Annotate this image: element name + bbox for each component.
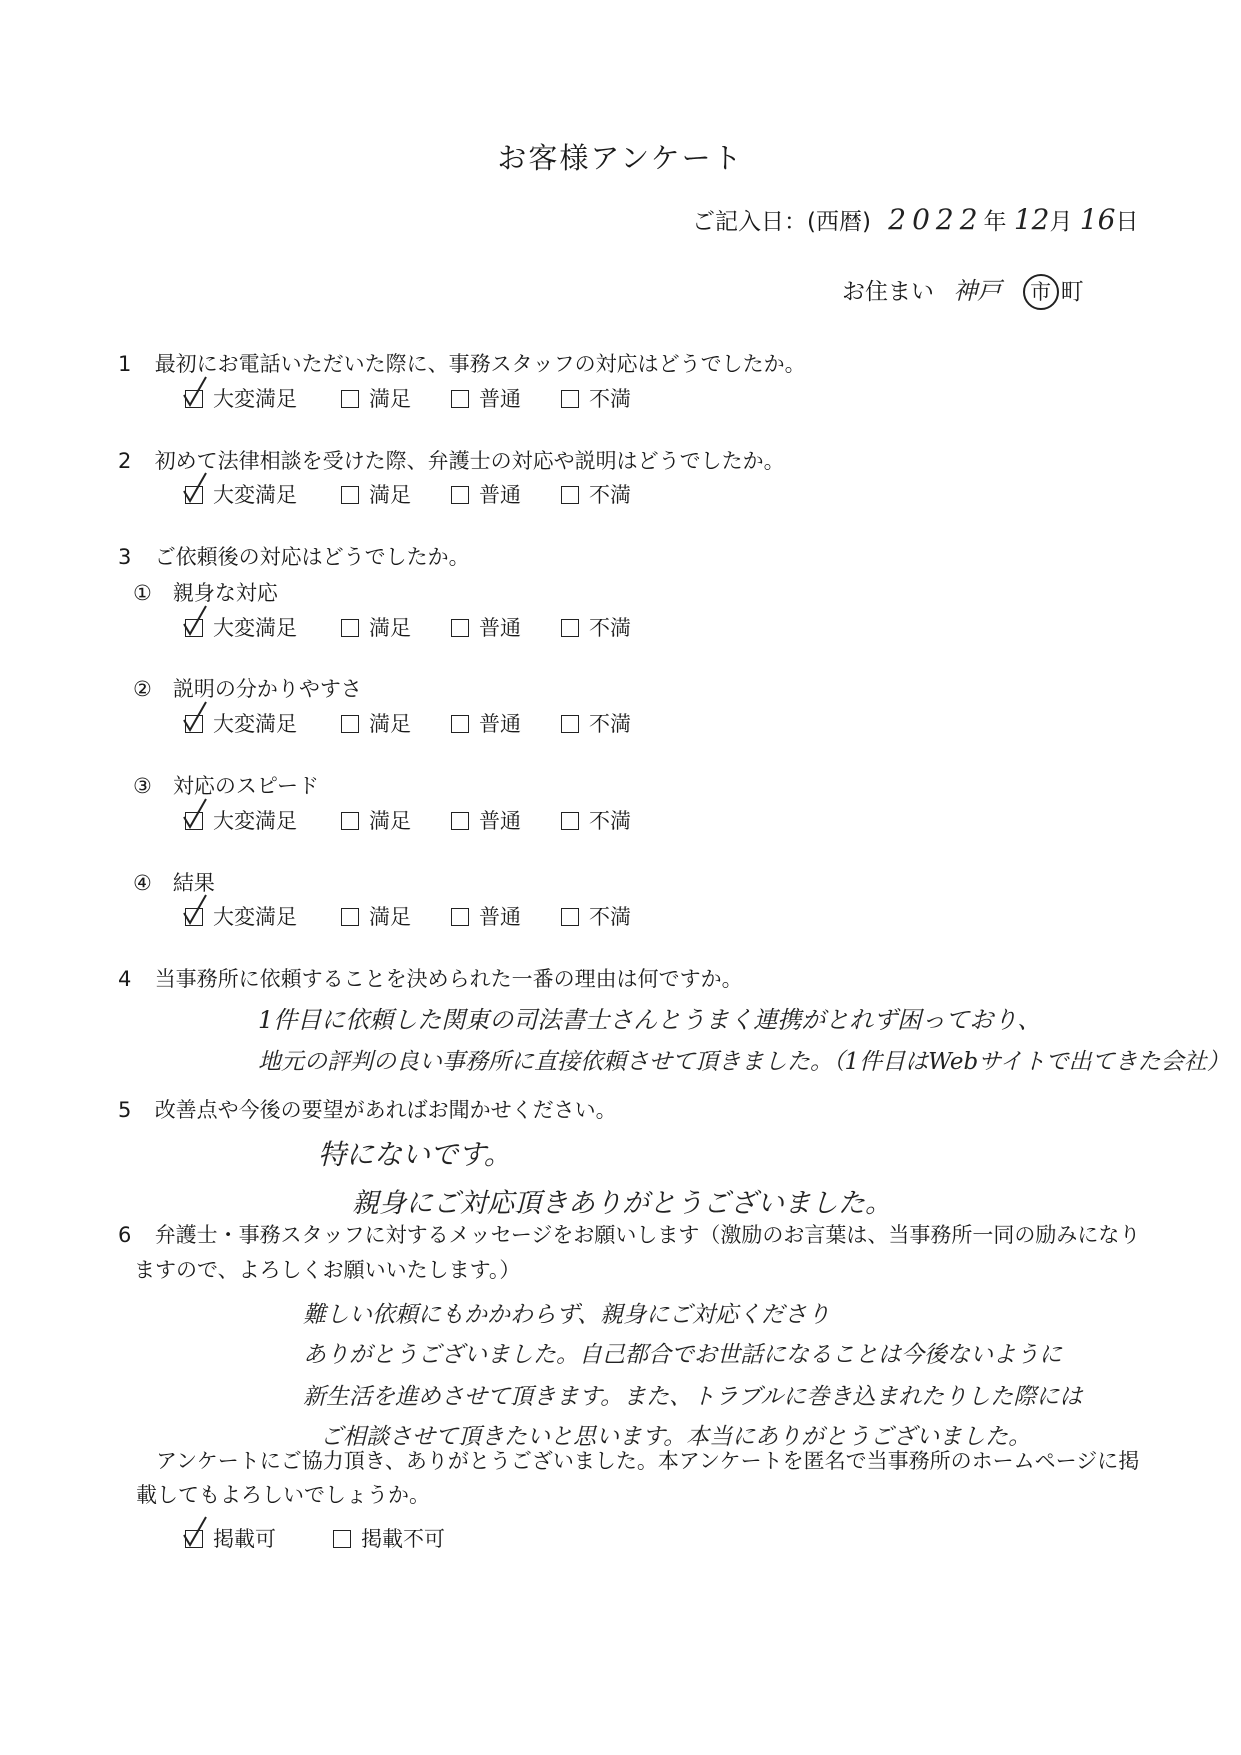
q6-answer-line-3[interactable]: 新生活を進めさせて頂きます。また、トラブルに巻き込まれたりした際には <box>303 1384 1083 1410</box>
check-mark-icon <box>180 700 210 734</box>
date-year-unit: 年 <box>983 209 1007 235</box>
checkbox-satisfied[interactable] <box>341 486 359 504</box>
date-year[interactable]: 2022 <box>888 203 984 236</box>
option-dissatisfied[interactable] <box>561 901 631 931</box>
option-neutral[interactable] <box>451 708 521 738</box>
q5-answer-line-1[interactable]: 特にないです。 <box>318 1138 512 1171</box>
checkbox-neutral[interactable] <box>451 390 469 408</box>
option-dissatisfied[interactable] <box>561 805 631 835</box>
publish-ng-label: 掲載不可 <box>361 1527 445 1551</box>
check-mark-icon <box>180 893 210 927</box>
q6-answer-line-2[interactable]: ありがとうございました。自己都合でお世話になることは今後ないように <box>303 1342 1062 1368</box>
question-1 <box>118 348 806 378</box>
checkbox-very-satisfied[interactable] <box>185 390 203 408</box>
option-label: 普通 <box>479 483 521 507</box>
option-label: 普通 <box>479 809 521 833</box>
date-label: ご記入日：(西暦) <box>692 209 871 235</box>
checkbox-dissatisfied[interactable] <box>561 619 579 637</box>
question-text: 弁護士・事務スタッフに対するメッセージをお願いします（激励のお言葉は、当事務所一同の励みになり <box>154 1223 1141 1247</box>
checkbox-neutral[interactable] <box>451 715 469 733</box>
checkbox-satisfied[interactable] <box>341 715 359 733</box>
q4-answer-line-2[interactable]: 地元の評判の良い事務所に直接依頼させて頂きました。（1件目はWebサイトで出てきた会社） <box>258 1049 1230 1075</box>
option-label: 大変満足 <box>213 483 297 507</box>
date-month-unit: 月 <box>1049 209 1073 235</box>
option-dissatisfied[interactable] <box>561 708 631 738</box>
check-mark-icon <box>180 375 210 409</box>
checkbox-neutral[interactable] <box>451 908 469 926</box>
question-6 <box>118 1219 1140 1249</box>
option-satisfied[interactable] <box>341 708 411 738</box>
q6-answer-line-4[interactable]: ご相談させて頂きたいと思います。本当にありがとうございました。 <box>320 1424 1032 1450</box>
option-very-satisfied[interactable] <box>185 901 297 931</box>
checkbox-satisfied[interactable] <box>341 908 359 926</box>
question-2 <box>118 445 785 475</box>
page-title: お客様アンケート <box>497 141 744 175</box>
date-field <box>692 203 1138 236</box>
option-label: 満足 <box>369 483 411 507</box>
address-label: お住まい <box>842 279 934 305</box>
option-label: 大変満足 <box>213 809 297 833</box>
date-day-unit: 日 <box>1115 209 1139 235</box>
option-very-satisfied[interactable] <box>185 805 297 835</box>
check-mark-icon <box>180 797 210 831</box>
option-dissatisfied[interactable] <box>561 612 631 642</box>
date-day[interactable]: 16 <box>1079 203 1116 236</box>
checkbox-dissatisfied[interactable] <box>561 390 579 408</box>
question-text: 最初にお電話いただいた際に、事務スタッフの対応はどうでしたか。 <box>154 352 806 376</box>
checkbox-neutral[interactable] <box>451 486 469 504</box>
question-text: 改善点や今後の要望があればお聞かせください。 <box>154 1098 617 1122</box>
option-label: 大変満足 <box>213 712 297 736</box>
question-number: 5 <box>118 1098 132 1122</box>
q5-answer-line-2[interactable]: 親身にご対応頂きありがとうございました。 <box>352 1188 892 1219</box>
option-label: 不満 <box>589 712 631 736</box>
q3-sub-4-label: ④ 結果 <box>133 871 215 895</box>
q4-answer-line-1[interactable]: 1件目に依頼した関東の司法書士さんとうまく連携がとれず困っており、 <box>258 1006 1042 1034</box>
option-label: 満足 <box>369 712 411 736</box>
option-very-satisfied[interactable] <box>185 612 297 642</box>
checkbox-satisfied[interactable] <box>341 812 359 830</box>
checkbox-satisfied[interactable] <box>341 619 359 637</box>
checkbox-very-satisfied[interactable] <box>185 486 203 504</box>
question-6-line-2: ますので、よろしくお願いいたします。） <box>134 1258 521 1282</box>
option-satisfied[interactable] <box>341 479 411 509</box>
option-label: 不満 <box>589 616 631 640</box>
option-label: 不満 <box>589 809 631 833</box>
q3-sub-2-label: ② 説明の分かりやすさ <box>133 677 362 701</box>
question-number: 6 <box>118 1223 132 1247</box>
checkbox-neutral[interactable] <box>451 619 469 637</box>
option-very-satisfied[interactable] <box>185 383 297 413</box>
option-satisfied[interactable] <box>341 612 411 642</box>
checkbox-very-satisfied[interactable] <box>185 619 203 637</box>
question-5 <box>118 1094 617 1124</box>
option-neutral[interactable] <box>451 383 521 413</box>
date-month[interactable]: 12 <box>1013 203 1050 236</box>
question-4 <box>118 963 743 993</box>
option-neutral[interactable] <box>451 901 521 931</box>
option-label: 大変満足 <box>213 616 297 640</box>
q6-answer-line-1[interactable]: 難しい依頼にもかかわらず、親身にご対応くださり <box>303 1302 831 1328</box>
checkbox-satisfied[interactable] <box>341 390 359 408</box>
option-label: 大変満足 <box>213 387 297 411</box>
address-suffix: 町 <box>1060 279 1084 305</box>
publish-ng-option[interactable] <box>333 1523 445 1553</box>
checkbox-very-satisfied[interactable] <box>185 812 203 830</box>
question-text: 初めて法律相談を受けた際、弁護士の対応や説明はどうでしたか。 <box>154 449 785 473</box>
option-dissatisfied[interactable] <box>561 479 631 509</box>
option-dissatisfied[interactable] <box>561 383 631 413</box>
q3-sub-1-label: ① 親身な対応 <box>133 581 278 605</box>
question-3 <box>118 541 470 571</box>
check-mark-icon <box>180 604 210 638</box>
option-satisfied[interactable] <box>341 383 411 413</box>
question-number: 2 <box>118 449 132 473</box>
option-label: 不満 <box>589 483 631 507</box>
option-label: 普通 <box>479 905 521 929</box>
q3-sub-3-label: ③ 対応のスピード <box>133 774 319 798</box>
checkbox-very-satisfied[interactable] <box>185 715 203 733</box>
checkbox-very-satisfied[interactable] <box>185 908 203 926</box>
checkbox-dissatisfied[interactable] <box>561 486 579 504</box>
option-label: 普通 <box>479 712 521 736</box>
option-neutral[interactable] <box>451 805 521 835</box>
publish-ng-checkbox[interactable] <box>333 1530 351 1548</box>
option-label: 不満 <box>589 387 631 411</box>
option-label: 満足 <box>369 809 411 833</box>
address-field <box>842 271 1084 310</box>
publish-ok-label: 掲載可 <box>213 1527 276 1551</box>
option-satisfied[interactable] <box>341 901 411 931</box>
option-label: 大変満足 <box>213 905 297 929</box>
check-mark-icon <box>180 471 210 505</box>
address-value[interactable]: 神戸 <box>953 277 1002 305</box>
option-neutral[interactable] <box>451 479 521 509</box>
question-text: 当事務所に依頼することを決められた一番の理由は何ですか。 <box>154 967 743 991</box>
closing-text-line-2: 載してもよろしいでしょうか。 <box>136 1483 430 1507</box>
option-label: 不満 <box>589 905 631 929</box>
check-mark-icon <box>180 1515 210 1549</box>
question-number: 3 <box>118 545 132 569</box>
option-very-satisfied[interactable] <box>185 708 297 738</box>
checkbox-dissatisfied[interactable] <box>561 715 579 733</box>
option-satisfied[interactable] <box>341 805 411 835</box>
option-very-satisfied[interactable] <box>185 479 297 509</box>
option-label: 満足 <box>369 387 411 411</box>
option-label: 満足 <box>369 616 411 640</box>
question-number: 4 <box>118 967 132 991</box>
checkbox-dissatisfied[interactable] <box>561 812 579 830</box>
publish-ok-option[interactable] <box>185 1523 276 1553</box>
checkbox-dissatisfied[interactable] <box>561 908 579 926</box>
closing-text-line-1: アンケートにご協力頂き、ありがとうございました。本アンケートを匿名で当事務所のホームページに掲 <box>156 1449 1140 1473</box>
option-label: 普通 <box>479 616 521 640</box>
publish-ok-checkbox[interactable] <box>185 1530 203 1548</box>
checkbox-neutral[interactable] <box>451 812 469 830</box>
option-neutral[interactable] <box>451 612 521 642</box>
option-label: 満足 <box>369 905 411 929</box>
address-city-circled[interactable]: 市 <box>1023 274 1059 310</box>
question-text: ご依頼後の対応はどうでしたか。 <box>154 545 470 569</box>
option-label: 普通 <box>479 387 521 411</box>
question-number: 1 <box>118 352 132 376</box>
